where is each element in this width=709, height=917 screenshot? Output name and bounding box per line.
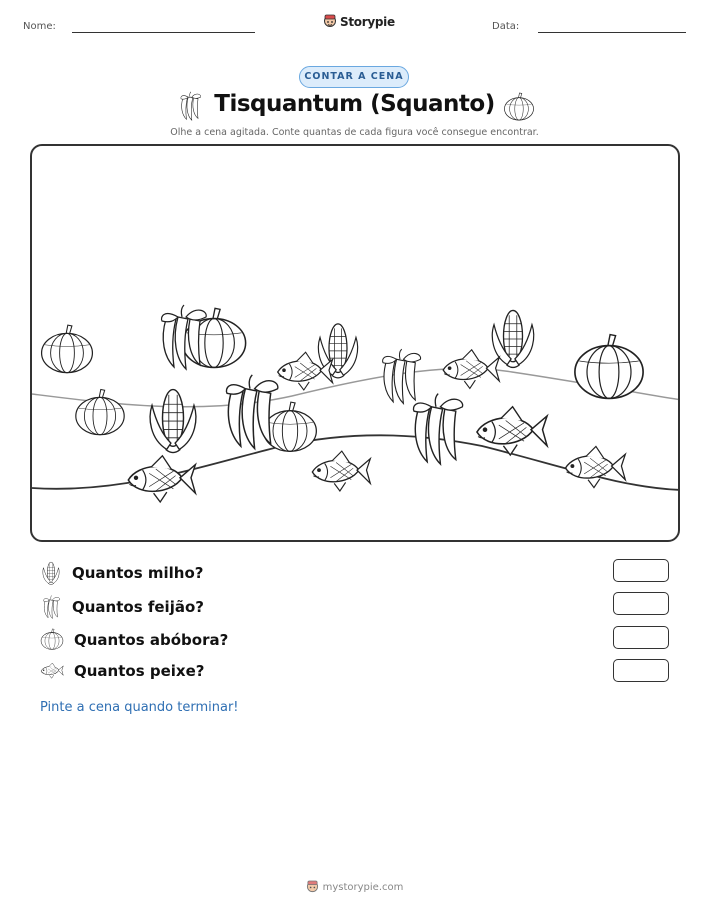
footer [0, 880, 709, 894]
fish [443, 350, 499, 389]
pumpkin [76, 389, 124, 434]
question-beans [40, 594, 204, 620]
pumpkin [42, 325, 93, 373]
fish [128, 456, 195, 502]
beans [226, 375, 277, 449]
question-corn [40, 561, 203, 585]
activity-badge: CONTAR A CENA [299, 66, 409, 88]
answer-box-beans[interactable] [613, 592, 669, 615]
answer-box-pumpkin[interactable] [613, 626, 669, 649]
name-label: Nome: [23, 21, 56, 32]
name-field[interactable] [72, 32, 255, 33]
question-fish [40, 661, 204, 681]
title-pumpkin-icon [503, 92, 535, 122]
fish-icon [40, 661, 64, 681]
corn [150, 390, 196, 453]
beans [413, 394, 462, 464]
coloring-note: Pinte a cena quando terminar! [40, 700, 239, 715]
instructions: Olhe a cena agitada. Conte quantas de cada figura você consegue encontrar. [170, 127, 539, 138]
fish [312, 451, 370, 491]
brand-name: Storypie [340, 14, 395, 29]
question-label: Quantos peixe? [74, 662, 205, 680]
pumpkin [575, 335, 643, 399]
question-label: Quantos milho? [72, 564, 204, 582]
brand-logo [323, 14, 395, 29]
storypie-mascot-icon [306, 880, 319, 894]
scene-illustration [32, 146, 680, 542]
question-pumpkin [40, 628, 228, 651]
answer-box-corn[interactable] [613, 559, 669, 582]
date-label: Data: [492, 21, 520, 32]
storypie-mascot-icon [323, 14, 337, 29]
date-field[interactable] [538, 32, 686, 33]
footer-url: mystorypie.com [322, 881, 404, 893]
question-label: Quantos feijão? [72, 598, 204, 616]
page-title: Tisquantum (Squanto) [214, 91, 495, 117]
beans [383, 349, 421, 403]
corn-icon [40, 561, 62, 585]
pumpkin [264, 402, 317, 451]
answer-box-fish[interactable] [613, 659, 669, 682]
pumpkin-icon [40, 628, 64, 651]
beans-icon [40, 594, 62, 620]
counting-scene [30, 144, 680, 542]
question-label: Quantos abóbora? [74, 630, 229, 649]
